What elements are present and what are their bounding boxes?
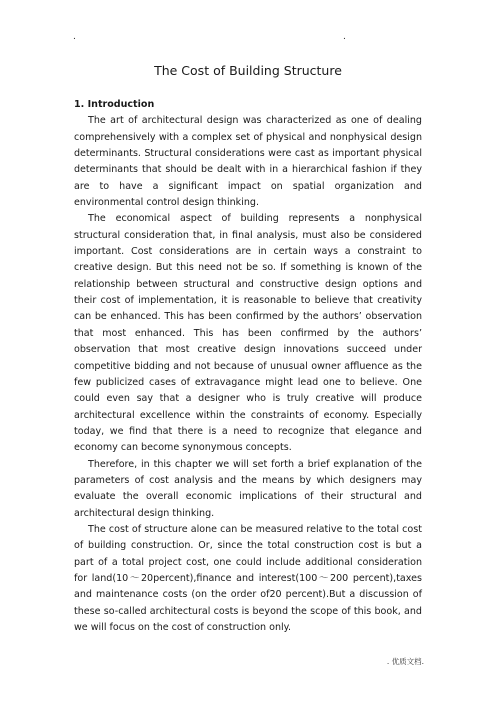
paragraph-4: The cost of structure alone can be measured relative to the total cost of building construction. Or, since the total construction cost is but a part of a total project cost, one could include additional consideration for land(10～20percent),finance and interest(100～200 percent),taxes and maintenance costs (on the order of20 percent).But a discussion of these so-called architectural costs is beyond the scope of this book, and we will focus on the cost of construction only. [74, 523, 422, 633]
section-heading: 1. Introduction [74, 99, 155, 110]
document-title: The Cost of Building Structure [154, 63, 342, 78]
page-header [0, 33, 496, 43]
header-right-mark: . [343, 32, 346, 42]
footer-note: . 优质文档. [386, 657, 424, 666]
document-body [74, 97, 422, 636]
header-left-mark: . [73, 32, 76, 42]
paragraph-3: Therefore, in this chapter we will set forth a brief explanation of the parameters of cost analysis and the means by which designers may evaluate the overall economic implications of their structural and architectural design thinking. [74, 458, 422, 519]
paragraph-2: The economical aspect of building represents a nonphysical structural consideration that, in final analysis, must also be considered important. Cost considerations are in certain ways a constraint to creative design. But this need not be so. If something is known of the relationship between structural and constructive design options and their cost of implementation, it is reasonable to believe that creativity can be enhanced. This has been confirmed by the authors’ observation that most enhanced. This has been confirmed by the authors’ observation that most creative design innovations succeed under competitive bidding and not because of unusual owner affluence as the few publicized cases of extravagance might lead one to believe. One could even say that a designer who is truly creative will produce architectural excellence within the constraints of economy. Especially today, we find that there is a need to recognize that elegance and economy can become synonymous concepts. [74, 213, 422, 454]
paragraph-1: The art of architectural design was characterized as one of dealing comprehensively with a complex set of physical and nonphysical design determinants. Structural considerations were cast as important physical determinants that should be dealt with in a hierarchical fashion if they are to have a significant impact on spatial organization and environmental control design thinking. [74, 115, 422, 209]
